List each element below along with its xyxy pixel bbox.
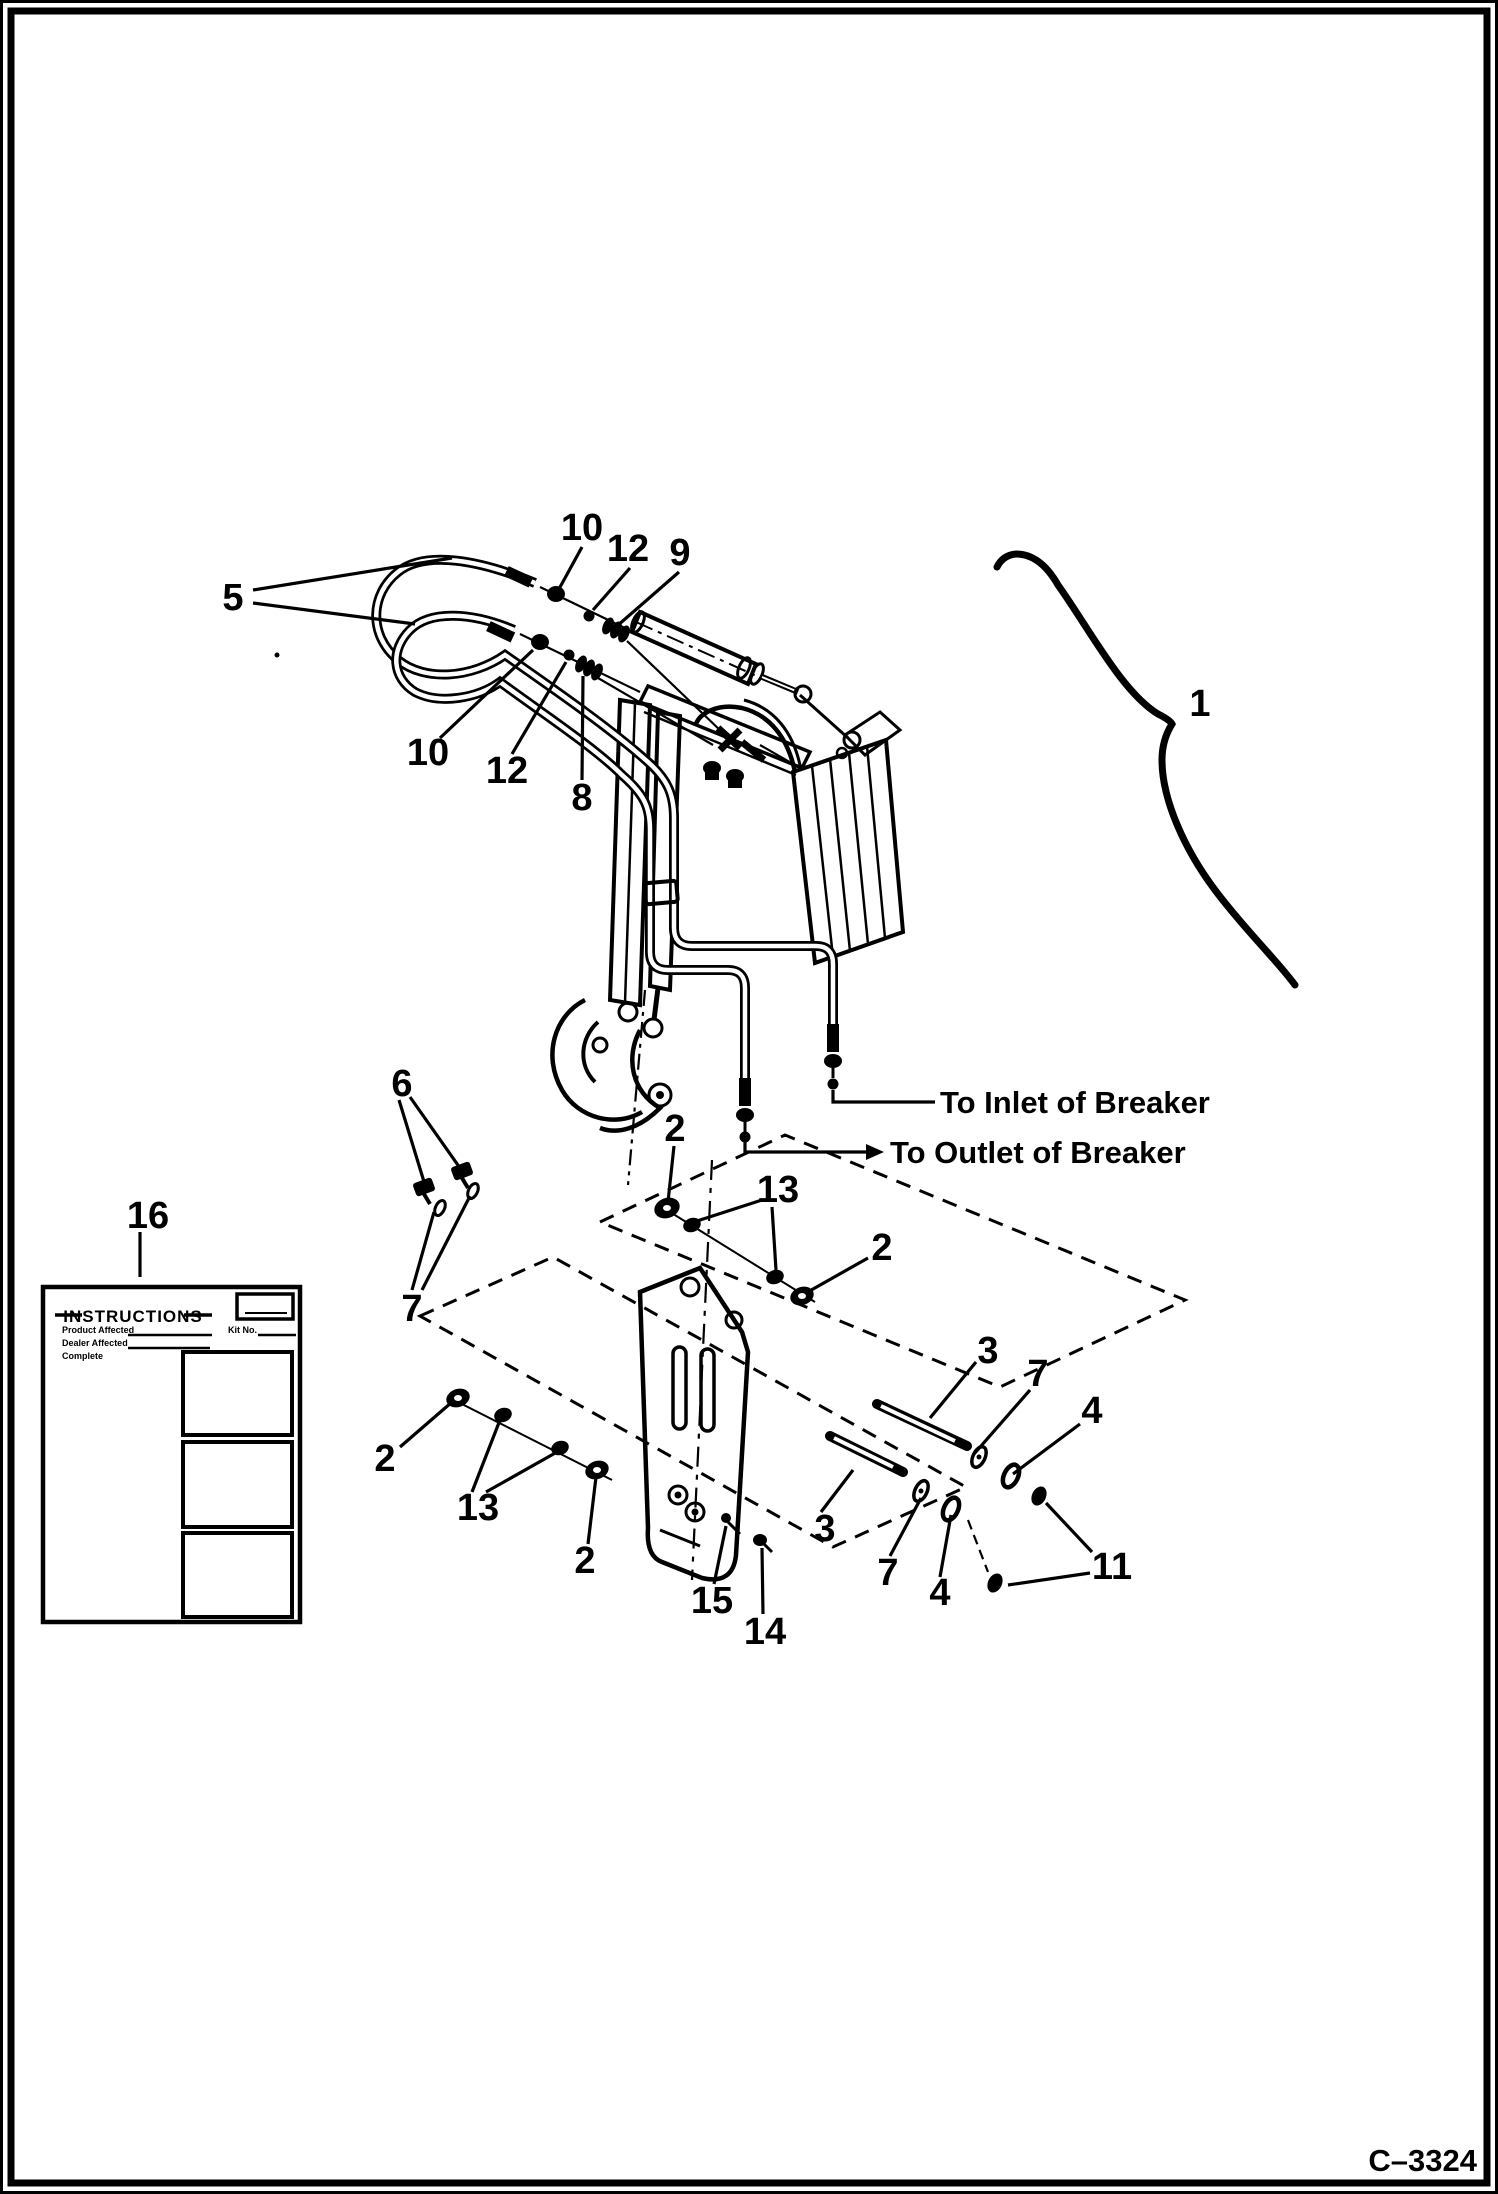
callout-1: 1	[1189, 683, 1211, 725]
callout-10a: 10	[560, 507, 604, 549]
item1-brace	[997, 554, 1295, 985]
callout-12b: 12	[485, 750, 529, 792]
figure-code: C–3324	[1368, 2143, 1477, 2178]
callout-7a: 7	[401, 1288, 423, 1330]
instructions-decal	[43, 1287, 300, 1622]
callout-15: 15	[690, 1580, 734, 1622]
outlet-arrowhead	[866, 1144, 884, 1160]
elbow-fitting-cluster	[703, 728, 800, 788]
decal-line2: Dealer Affected	[62, 1338, 128, 1348]
plug-fittings	[412, 1161, 480, 1217]
callout-3a: 3	[977, 1330, 999, 1372]
decal-title: INSTRUCTIONS	[63, 1307, 203, 1326]
callout-7b: 7	[1027, 1353, 1049, 1395]
callout-4a: 4	[1081, 1390, 1103, 1432]
inlet-hose-end	[824, 1024, 842, 1090]
callout-2d: 2	[574, 1540, 596, 1582]
decal-ref-field: Kit No.	[228, 1325, 257, 1335]
stud-upper	[877, 1404, 1050, 1508]
callout-2b: 2	[871, 1227, 893, 1269]
callout-13a: 13	[756, 1169, 800, 1211]
callout-14: 14	[743, 1611, 787, 1653]
decal-line3: Complete	[62, 1351, 104, 1361]
inlet-leader-line	[833, 1090, 935, 1102]
callout-2a: 2	[664, 1108, 686, 1150]
callout-7c: 7	[877, 1552, 899, 1594]
callout-4b: 4	[929, 1572, 951, 1614]
callout-13b: 13	[456, 1487, 500, 1529]
outlet-hose-end	[736, 1078, 754, 1143]
outlet-label: To Outlet of Breaker	[890, 1135, 1186, 1170]
upper-plane-hardware	[651, 1194, 816, 1308]
callout-3b: 3	[814, 1508, 836, 1550]
callout-5: 5	[222, 577, 244, 619]
pins	[721, 1513, 772, 1552]
boom-link-plates	[800, 695, 860, 758]
callout-10b: 10	[406, 732, 450, 774]
callout-12a: 12	[606, 528, 650, 570]
callout-9: 9	[669, 532, 691, 574]
callout-6: 6	[391, 1063, 413, 1105]
decal-line1: Product Affected	[62, 1325, 135, 1335]
callout-16: 16	[126, 1195, 170, 1237]
callout-2c: 2	[374, 1438, 396, 1480]
reference-dot	[275, 653, 280, 658]
callout-11: 11	[1091, 1546, 1133, 1588]
inlet-label: To Inlet of Breaker	[940, 1085, 1210, 1120]
callout-8: 8	[571, 777, 593, 819]
